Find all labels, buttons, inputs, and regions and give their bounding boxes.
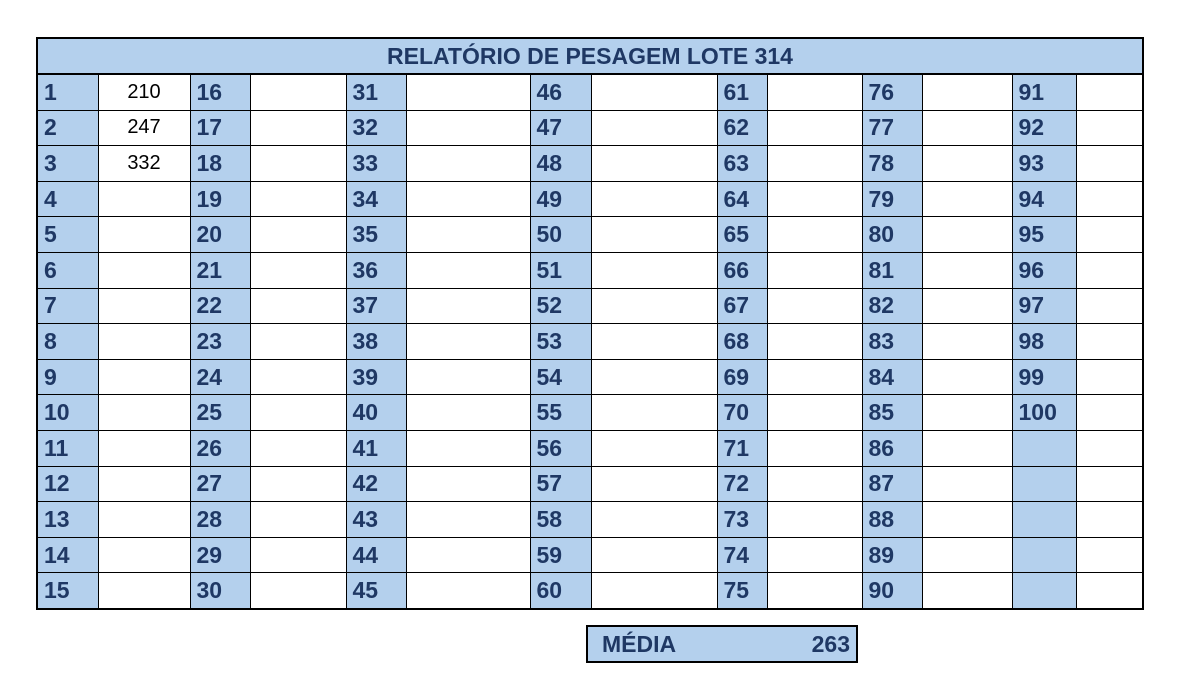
animal-number [1012,502,1076,538]
animal-number: 8 [37,324,98,360]
weight-cell [250,537,346,573]
animal-number: 5 [37,217,98,253]
weight-cell [922,537,1012,573]
animal-number: 96 [1012,252,1076,288]
animal-number: 86 [862,430,922,466]
animal-number: 23 [190,324,250,360]
weight-cell [767,502,862,538]
weight-cell [767,395,862,431]
animal-number: 73 [717,502,767,538]
weight-cell [1076,288,1143,324]
table-row [37,395,1143,431]
weight-cell [591,252,717,288]
animal-number: 84 [862,359,922,395]
animal-number: 58 [530,502,591,538]
animal-number: 97 [1012,288,1076,324]
animal-number [1012,466,1076,502]
weight-cell [922,502,1012,538]
report-title: RELATÓRIO DE PESAGEM LOTE 314 [37,38,1143,74]
weight-cell [591,288,717,324]
table-row [37,359,1143,395]
weight-cell [922,110,1012,146]
animal-number: 42 [346,466,406,502]
weight-cell [406,573,530,609]
animal-number: 87 [862,466,922,502]
weight-cell [1076,502,1143,538]
animal-number: 1 [37,74,98,110]
weight-cell [1076,146,1143,182]
weight-cell [250,74,346,110]
animal-number: 38 [346,324,406,360]
weight-cell [767,252,862,288]
weight-cell [250,324,346,360]
animal-number: 94 [1012,181,1076,217]
weight-cell [98,466,190,502]
weight-cell [591,395,717,431]
animal-number [1012,537,1076,573]
weight-cell [98,430,190,466]
animal-number: 54 [530,359,591,395]
weight-cell [406,466,530,502]
animal-number: 43 [346,502,406,538]
weight-cell [250,502,346,538]
weight-cell [767,74,862,110]
animal-number: 67 [717,288,767,324]
weight-cell [1076,252,1143,288]
weight-cell [591,502,717,538]
animal-number: 49 [530,181,591,217]
animal-number: 48 [530,146,591,182]
animal-number [1012,573,1076,609]
animal-number: 60 [530,573,591,609]
weight-cell [1076,74,1143,110]
weight-cell [767,573,862,609]
animal-number: 30 [190,573,250,609]
weight-cell [98,573,190,609]
weight-cell [767,181,862,217]
animal-number: 90 [862,573,922,609]
weight-cell [922,146,1012,182]
animal-number: 28 [190,502,250,538]
weight-cell [922,359,1012,395]
average-label: MÉDIA [587,626,737,662]
animal-number: 59 [530,537,591,573]
animal-number: 29 [190,537,250,573]
weighing-report-table [36,37,1144,610]
animal-number: 24 [190,359,250,395]
animal-number: 77 [862,110,922,146]
weight-cell [922,466,1012,502]
weight-cell [1076,537,1143,573]
weight-cell [406,252,530,288]
weight-cell: 210 [98,74,190,110]
weight-cell [98,288,190,324]
weight-cell: 332 [98,146,190,182]
animal-number: 68 [717,324,767,360]
weight-cell [767,146,862,182]
weight-cell [591,217,717,253]
weight-cell [406,110,530,146]
animal-number: 100 [1012,395,1076,431]
weight-cell [922,181,1012,217]
animal-number: 19 [190,181,250,217]
animal-number: 26 [190,430,250,466]
weight-cell [250,146,346,182]
weight-cell [250,288,346,324]
animal-number: 15 [37,573,98,609]
weight-cell [406,288,530,324]
animal-number: 36 [346,252,406,288]
table-row [37,430,1143,466]
animal-number: 53 [530,324,591,360]
weight-cell [250,430,346,466]
weight-cell [591,110,717,146]
animal-number: 55 [530,395,591,431]
animal-number: 57 [530,466,591,502]
animal-number: 98 [1012,324,1076,360]
animal-number: 65 [717,217,767,253]
weight-cell [922,217,1012,253]
weight-cell [591,537,717,573]
weight-cell [591,430,717,466]
weight-cell [1076,430,1143,466]
animal-number: 71 [717,430,767,466]
animal-number: 80 [862,217,922,253]
animal-number: 64 [717,181,767,217]
weight-cell [1076,395,1143,431]
weight-cell [98,324,190,360]
weight-cell [922,573,1012,609]
animal-number: 81 [862,252,922,288]
weight-cell [767,359,862,395]
animal-number: 75 [717,573,767,609]
table-row [37,466,1143,502]
weight-cell [767,430,862,466]
animal-number: 18 [190,146,250,182]
animal-number: 50 [530,217,591,253]
weight-cell [250,217,346,253]
animal-number: 11 [37,430,98,466]
animal-number: 78 [862,146,922,182]
animal-number: 99 [1012,359,1076,395]
animal-number: 32 [346,110,406,146]
weight-cell [406,537,530,573]
animal-number: 7 [37,288,98,324]
weight-cell [406,217,530,253]
animal-number: 4 [37,181,98,217]
animal-number: 89 [862,537,922,573]
animal-number: 37 [346,288,406,324]
weight-cell [591,146,717,182]
animal-number: 95 [1012,217,1076,253]
weight-cell [591,74,717,110]
weight-cell [767,537,862,573]
weight-cell [591,573,717,609]
animal-number: 83 [862,324,922,360]
weight-cell [98,252,190,288]
weight-cell [767,466,862,502]
animal-number: 3 [37,146,98,182]
weight-cell [406,502,530,538]
weight-cell [98,395,190,431]
table-row [37,324,1143,360]
animal-number: 22 [190,288,250,324]
table-row [37,74,1143,110]
weight-cell [250,181,346,217]
weight-cell [922,430,1012,466]
table-row [37,181,1143,217]
weight-cell [767,288,862,324]
table-row [37,537,1143,573]
weight-cell [922,395,1012,431]
table-row [37,288,1143,324]
weight-cell [98,359,190,395]
animal-number: 16 [190,74,250,110]
weight-cell [591,359,717,395]
animal-number: 35 [346,217,406,253]
weight-cell [406,324,530,360]
weight-cell [767,110,862,146]
animal-number: 46 [530,74,591,110]
animal-number: 17 [190,110,250,146]
animal-number: 93 [1012,146,1076,182]
animal-number: 9 [37,359,98,395]
animal-number: 41 [346,430,406,466]
table-row [37,252,1143,288]
weight-cell [250,573,346,609]
animal-number: 69 [717,359,767,395]
animal-number [1012,430,1076,466]
weight-cell [1076,181,1143,217]
weight-cell [406,181,530,217]
animal-number: 82 [862,288,922,324]
weight-cell [98,537,190,573]
weight-cell [1076,324,1143,360]
weight-cell [98,181,190,217]
animal-number: 91 [1012,74,1076,110]
weight-cell [1076,110,1143,146]
animal-number: 12 [37,466,98,502]
average-box [586,625,858,663]
weight-cell [406,359,530,395]
weight-cell [1076,466,1143,502]
table-row [37,110,1143,146]
animal-number: 34 [346,181,406,217]
animal-number: 10 [37,395,98,431]
animal-number: 27 [190,466,250,502]
animal-number: 52 [530,288,591,324]
animal-number: 76 [862,74,922,110]
weight-cell [767,324,862,360]
animal-number: 72 [717,466,767,502]
table-row [37,502,1143,538]
animal-number: 25 [190,395,250,431]
table-row [37,146,1143,182]
weight-cell: 247 [98,110,190,146]
weight-cell [591,466,717,502]
animal-number: 33 [346,146,406,182]
weight-cell [406,74,530,110]
animal-number: 51 [530,252,591,288]
table-row [37,573,1143,609]
weight-cell [406,395,530,431]
average-value: 263 [737,626,857,662]
weight-cell [250,252,346,288]
animal-number: 14 [37,537,98,573]
animal-number: 70 [717,395,767,431]
weight-cell [98,217,190,253]
weight-cell [1076,573,1143,609]
weight-cell [922,324,1012,360]
animal-number: 45 [346,573,406,609]
weight-cell [1076,217,1143,253]
animal-number: 85 [862,395,922,431]
weight-cell [250,110,346,146]
animal-number: 88 [862,502,922,538]
animal-number: 6 [37,252,98,288]
animal-number: 61 [717,74,767,110]
animal-number: 62 [717,110,767,146]
animal-number: 92 [1012,110,1076,146]
animal-number: 66 [717,252,767,288]
weight-cell [250,466,346,502]
weight-cell [250,359,346,395]
weight-cell [406,146,530,182]
animal-number: 63 [717,146,767,182]
weight-cell [767,217,862,253]
animal-number: 2 [37,110,98,146]
animal-number: 31 [346,74,406,110]
title-row [37,38,1143,74]
weight-cell [922,74,1012,110]
weight-cell [591,181,717,217]
animal-number: 56 [530,430,591,466]
weight-cell [922,252,1012,288]
animal-number: 47 [530,110,591,146]
weight-cell [250,395,346,431]
weight-cell [591,324,717,360]
animal-number: 13 [37,502,98,538]
weight-cell [922,288,1012,324]
animal-number: 39 [346,359,406,395]
animal-number: 44 [346,537,406,573]
animal-number: 74 [717,537,767,573]
animal-number: 79 [862,181,922,217]
weight-cell [98,502,190,538]
animal-number: 21 [190,252,250,288]
table-row [37,217,1143,253]
animal-number: 40 [346,395,406,431]
weight-cell [406,430,530,466]
animal-number: 20 [190,217,250,253]
weight-cell [1076,359,1143,395]
